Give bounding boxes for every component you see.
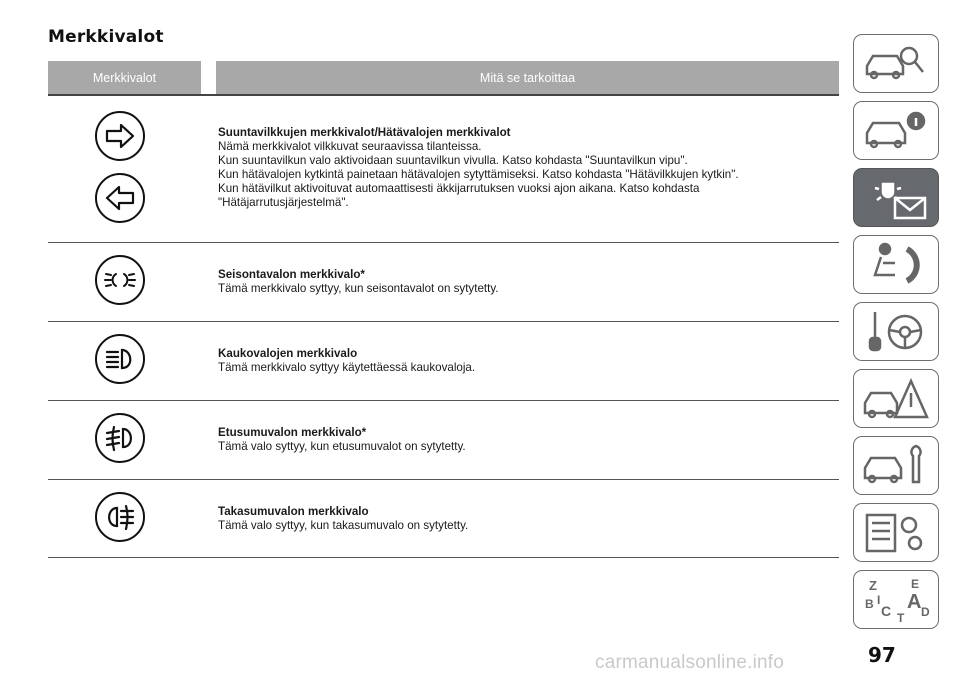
car-wrench-icon	[861, 442, 931, 490]
tab-technical-data[interactable]	[853, 503, 939, 562]
row-title: Seisontavalon merkkivalo*	[218, 268, 365, 281]
row-high-beam-description	[218, 347, 833, 375]
tab-letter: I	[877, 592, 881, 607]
row-divider	[48, 400, 839, 401]
parking-lights-icon	[95, 255, 145, 305]
row-text-line: Tämä merkkivalo syttyy, kun seisontavalot on sytytetty.	[218, 282, 499, 295]
row-rear-fog-description	[218, 505, 833, 533]
warning-light-envelope-icon	[861, 174, 931, 222]
row-turn-signal-description	[218, 126, 833, 210]
row-front-fog-description	[218, 426, 833, 454]
tab-letter: B	[865, 596, 874, 611]
tab-letter: T	[897, 610, 905, 624]
tab-starting-and-driving[interactable]	[853, 302, 939, 361]
row-title: Suuntavilkkujen merkkivalot/Hätävalojen merkkivalot	[218, 126, 511, 139]
front-fog-light-icon	[95, 413, 145, 463]
tab-maintenance[interactable]	[853, 436, 939, 495]
turn-left-arrow-icon	[95, 173, 145, 223]
tab-safety[interactable]	[853, 235, 939, 294]
row-text-line: Kun hätävilkut aktivoituvat automaattisesti äkkijarrutuksen vuoksi ajon aikana. Katso kohdasta	[218, 182, 700, 195]
row-text-line: Nämä merkkivalot vilkkuvat seuraavissa tilanteissa.	[218, 140, 482, 153]
row-divider	[48, 321, 839, 322]
tab-letter: D	[921, 604, 930, 619]
tab-emergency[interactable]	[853, 369, 939, 428]
spec-sheet-gears-icon	[861, 509, 931, 557]
tab-index[interactable]	[853, 570, 939, 629]
page-title: Merkkivalot	[48, 27, 164, 47]
row-text-line: Tämä valo syttyy, kun takasumuvalo on sytytetty.	[218, 519, 469, 532]
tab-getting-to-know-car[interactable]	[853, 34, 939, 93]
row-text-line: Kun suuntavilkun valo aktivoidaan suuntavilkun vivulla. Katso kohdasta "Suuntavilkun vipu".	[218, 154, 688, 167]
key-steering-wheel-icon	[861, 308, 931, 356]
watermark: carmanualsonline.info	[595, 652, 785, 673]
row-title: Etusumuvalon merkkivalo*	[218, 426, 367, 439]
row-divider	[48, 479, 839, 480]
tab-letter: A	[907, 590, 922, 613]
column-header-meaning: Mitä se tarkoittaa	[216, 61, 839, 94]
row-divider	[48, 242, 839, 243]
car-breakdown-triangle-icon	[861, 375, 931, 423]
row-text-line: Tämä merkkivalo syttyy käytettäessä kaukovaloja.	[218, 361, 476, 374]
high-beam-icon	[95, 334, 145, 384]
tab-letter: E	[911, 576, 920, 591]
header-divider	[48, 94, 839, 96]
row-text-line: "Hätäjarrutusjärjestelmä".	[218, 196, 349, 209]
column-header-warning-lights: Merkkivalot	[48, 61, 201, 94]
tab-warning-lights[interactable]	[853, 168, 939, 227]
seated-person-airbag-icon	[861, 241, 931, 289]
row-divider	[48, 557, 839, 558]
row-parking-light-description	[218, 268, 833, 296]
page-number: 97	[868, 643, 896, 667]
car-info-icon	[861, 107, 931, 155]
rear-fog-light-icon	[95, 492, 145, 542]
row-text-line: Kun hätävalojen kytkintä painetaan hätävalojen sytyttämiseksi. Katso kohdasta "Hätävilkkujen kytkin".	[218, 168, 739, 181]
alphabet-index-icon	[861, 576, 931, 624]
turn-right-arrow-icon	[95, 111, 145, 161]
car-magnifier-icon	[861, 40, 931, 88]
row-title: Takasumuvalon merkkivalo	[218, 505, 369, 518]
row-text-line: Tämä valo syttyy, kun etusumuvalot on sytytetty.	[218, 440, 466, 453]
tab-instrument-info[interactable]	[853, 101, 939, 160]
row-title: Kaukovalojen merkkivalo	[218, 347, 358, 360]
tab-letter: Z	[869, 577, 877, 593]
tab-letter: C	[881, 602, 892, 619]
